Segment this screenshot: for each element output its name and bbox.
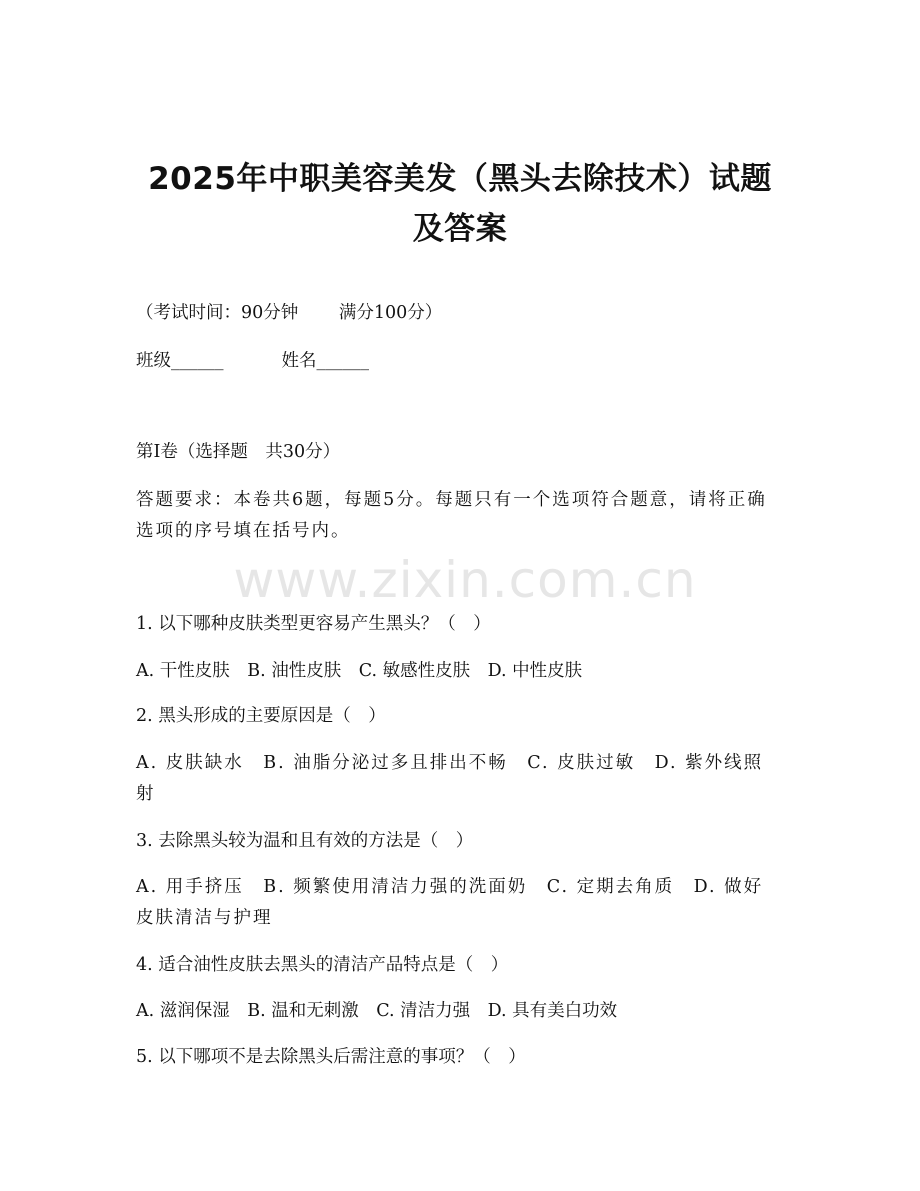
watermark: www.zixin.com.cn [233,551,697,609]
page-title-line2: 及答案 [412,211,508,247]
class-name-fields: 班级______ 姓名______ [136,351,370,371]
question-4-options: A. 滋润保湿 B. 温和无刺激 C. 清洁力强 D. 具有美白功效 [136,1001,618,1021]
section-heading: 第Ⅰ卷（选择题 共30分） [136,442,341,462]
question-4-stem: 4. 适合油性皮肤去黑头的清洁产品特点是（ ） [136,955,509,975]
question-2-stem: 2. 黑头形成的主要原因是（ ） [136,706,386,726]
section-instructions: 答题要求：本卷共6题，每题5分。每题只有一个选项符合题意，请将正确选项的序号填在括号内。 [136,490,767,541]
question-2-options: A. 皮肤缺水 B. 油脂分泌过多且排出不畅 C. 皮肤过敏 D. 紫外线照射 [136,753,764,804]
question-1-stem: 1. 以下哪种皮肤类型更容易产生黑头？（ ） [136,614,491,634]
question-5-stem: 5. 以下哪项不是去除黑头后需注意的事项？（ ） [136,1047,526,1067]
question-1-options: A. 干性皮肤 B. 油性皮肤 C. 敏感性皮肤 D. 中性皮肤 [136,661,583,681]
page-title-line1: 2025年中职美容美发（黑头去除技术）试题 [148,161,772,197]
question-3-stem: 3. 去除黑头较为温和且有效的方法是（ ） [136,831,474,851]
question-3-options: A. 用手挤压 B. 频繁使用清洁力强的洗面奶 C. 定期去角质 D. 做好皮肤清洁与护理 [136,877,764,928]
exam-time-info: （考试时间：90分钟 满分100分） [136,303,443,323]
